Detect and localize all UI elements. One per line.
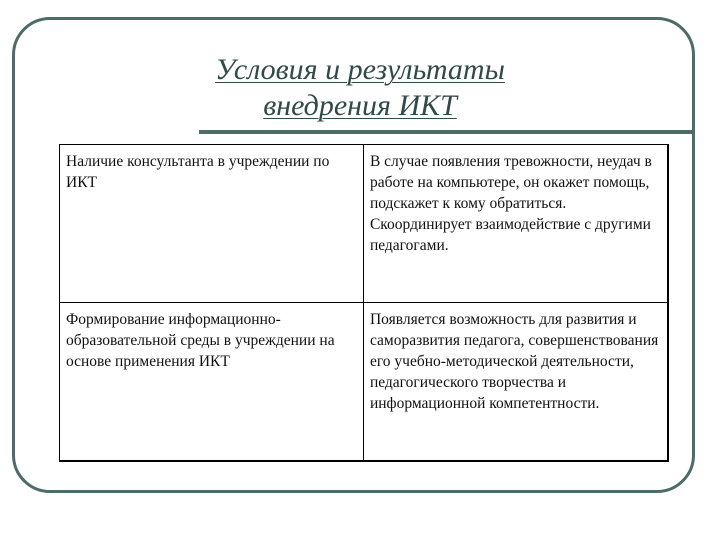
title-line-1: Условия и результаты [215, 53, 505, 86]
condition-cell: Наличие консультанта в учреждении по ИКТ [60, 145, 364, 303]
table-row [60, 145, 669, 303]
slide-title [0, 52, 720, 124]
title-line-2: внедрения ИКТ [263, 89, 457, 122]
result-cell: Появляется возможность для развития и саморазвития педагога, совершенствования его учебно-методической деятельности, педагогического творчества и информационной компетентности. [363, 303, 668, 462]
condition-cell: Формирование информационно-образовательной среды в учреждении на основе применения ИКТ [60, 303, 364, 462]
conditions-results-table [59, 144, 669, 462]
title-divider [199, 130, 695, 134]
result-cell: В случае появления тревожности, неудач в работе на компьютере, он окажет помощь, подскажет к кому обратиться. Скоординирует взаимодействие с другими педагогами. [363, 145, 668, 303]
table-row [60, 303, 669, 462]
